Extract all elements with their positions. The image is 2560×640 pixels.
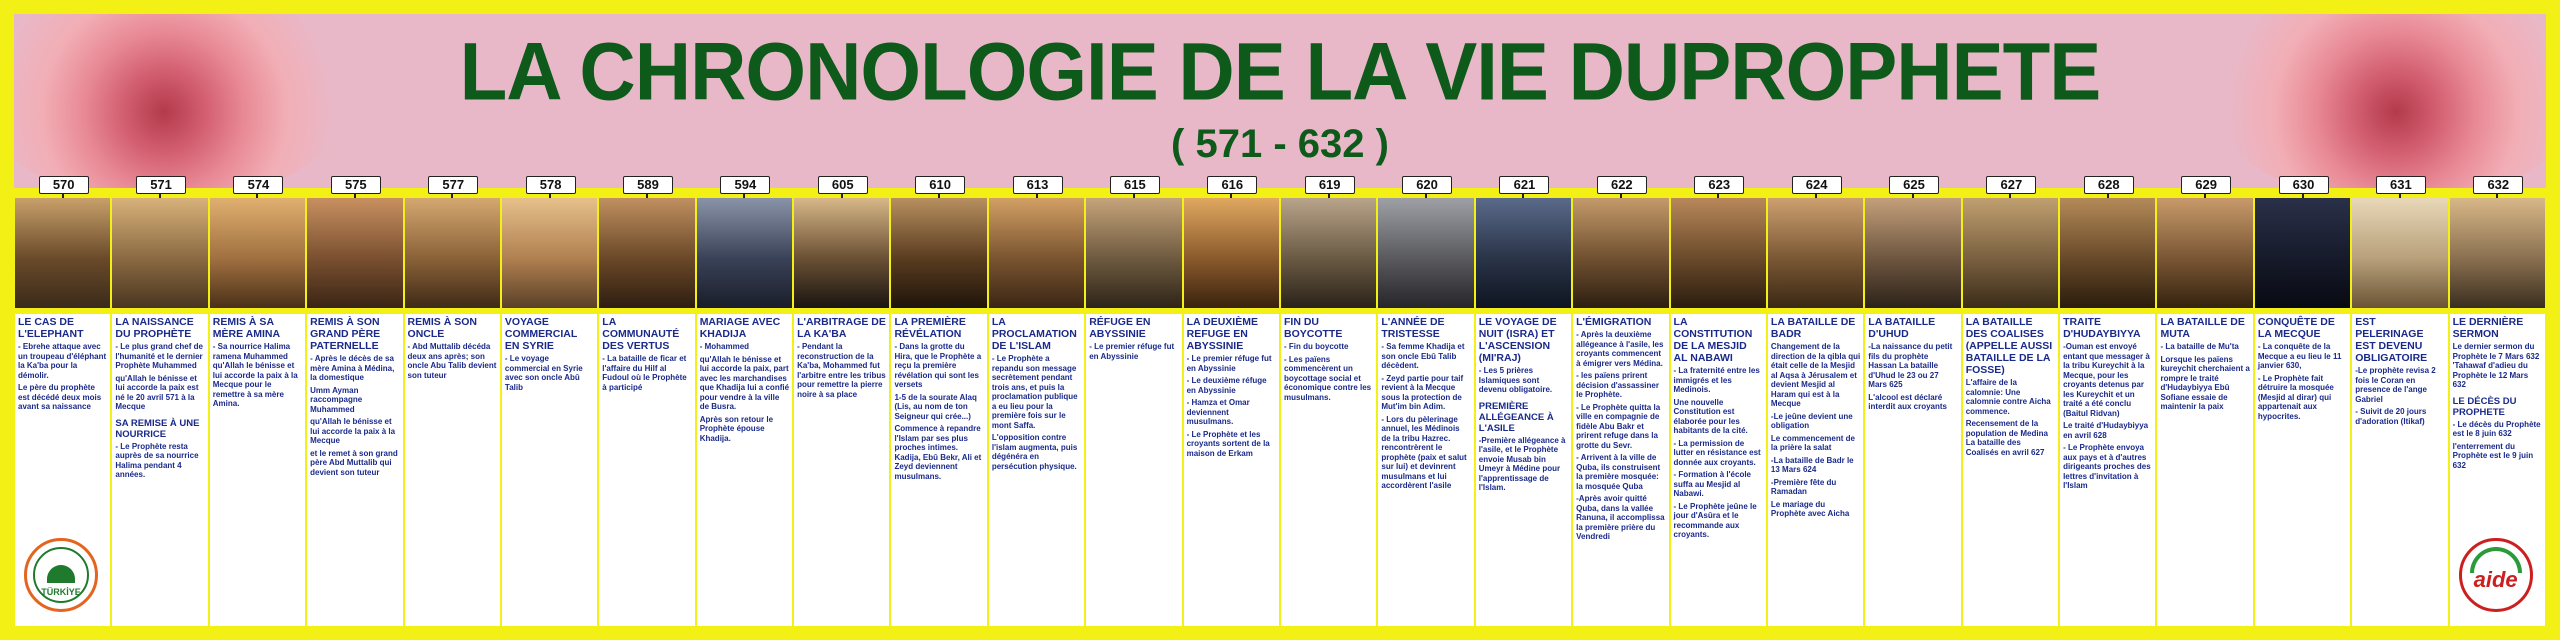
header-banner [14, 14, 2546, 188]
timeline-column [1183, 176, 1280, 626]
event-body-line: qu'Allah le bénisse et lui accorde la paix est né le 20 avril 571 à la Mecque [115, 373, 199, 411]
event-body-line: 1-5 de la sourate Alaq (Lis, au nom de ton Seigneur qui crée...) [894, 392, 977, 421]
page-title: LA CHRONOLOGIE DE LA VIE DUPROPHETE [459, 24, 2101, 118]
event-illustration [1671, 198, 1766, 308]
event-body-line: - Le Prophète envoya aux pays et à d'autres dirigeants proches des lettres d'invitation à l'Islam [2063, 443, 2151, 490]
event-title: LA CONSTITUTION DE LA MESJID AL NABAWI [1673, 316, 1753, 364]
year-label: 575 [331, 176, 381, 194]
year-label: 621 [1499, 176, 1549, 194]
event-illustration [1865, 198, 1960, 308]
event-body-line: - Le Prophète et les croyants sortent de la maison de Erkam [1186, 429, 1270, 458]
year-label: 610 [915, 176, 965, 194]
event-body [213, 342, 302, 409]
timeline-column [501, 176, 598, 626]
timeline-column [1962, 176, 2059, 626]
event-body-line: -Le prophète revisa 2 fois le Coran en presence de l'ange Gabriel [2355, 366, 2436, 404]
aide-logo [2459, 538, 2533, 612]
event-card [794, 314, 889, 626]
event-body [310, 354, 399, 477]
event-illustration [599, 198, 694, 308]
event-title: LA PREMIÈRE RÉVÉLATION [894, 316, 966, 340]
year-label: 632 [2473, 176, 2523, 194]
event-card [2352, 314, 2447, 626]
event-body-line: -Ouman est envoyé entant que messager à la tribu Kureychit à la Mecque, pour les croyants detenus par les Kureychit et un traité a été conclu (Baitul Ridvan) [2063, 342, 2150, 418]
event-card [2157, 314, 2252, 626]
event-body [2063, 342, 2152, 491]
event-body-line: L'affaire de la calomnie: Une calomnie contre Aicha commence. [1965, 378, 2051, 416]
event-body-line: - Le Prophète jeûne le jour d'Asûra et le recommande aux croyants. [1673, 501, 1757, 539]
event-body-line: - Ebrehe attaque avec un troupeau d'éléphant la Ka'ba pour la démolir. [18, 342, 107, 380]
timeline-column [2254, 176, 2351, 626]
timeline-column [404, 176, 501, 626]
year-label: 620 [1402, 176, 1452, 194]
timeline-column [111, 176, 208, 626]
event-illustration [697, 198, 792, 308]
event-illustration [1768, 198, 1863, 308]
event-body-line: Le père du prophète est décédé deux mois avant sa naissance [18, 383, 102, 411]
timeline-column [1767, 176, 1864, 626]
event-illustration [891, 198, 986, 308]
timeline-column [696, 176, 793, 626]
event-title: LA BATAILLE DE MUTA [2160, 316, 2245, 340]
timeline-row [14, 176, 2546, 626]
event-body-line: Recensement de la population de Medina La bataille des Coalisés en avril 627 [1965, 419, 2048, 457]
event-body-line: - Le Prophète fait détruire la mosquée (Mesjid al dirar) qui appartenait aux hypocrites. [2257, 373, 2334, 421]
event-illustration [794, 198, 889, 308]
event-body-line: qu'Allah le bénisse et lui accorde la paix, part avec les marchandises que Khadija lui a confié pour vendre à la ville de Busra. [699, 354, 790, 411]
timeline-column [1085, 176, 1182, 626]
event-body-line: -La bataille de Badr le 13 Mars 624 [1770, 455, 1854, 474]
event-subtitle: LE DÉCÈS DU PROPHETE [2452, 395, 2517, 418]
event-body-line: - Pendant la reconstruction de la Ka'ba, Mohammed fut l'arbitre entre les tribus pour remettre la pierre noire à sa place [797, 342, 886, 399]
event-body-line: - Le Prophète a repandu son message secrètement pendant trois ans, et puis la proclamation publique a eu lieu pour la première fois sur le mont Saffa. [991, 354, 1078, 430]
event-body [2160, 342, 2249, 412]
event-body-line: - Dans la grotte du Hira, que le Prophète a reçu la première révélation qui sont les versets [894, 342, 982, 389]
year-label: 616 [1207, 176, 1257, 194]
event-illustration [15, 198, 110, 308]
event-body [700, 342, 789, 443]
event-body [505, 354, 594, 392]
year-label: 605 [818, 176, 868, 194]
event-body [2453, 342, 2542, 390]
event-card [2060, 314, 2155, 626]
event-body-line: - Hamza et Omar deviennent musulmans. [1186, 398, 1250, 426]
event-title: L'ARBITRAGE DE LA KA'BA [797, 316, 886, 340]
event-body-line: et le remet à son grand père Abd Muttalib qui devient son tuteur [310, 448, 398, 477]
event-title: FIN DU BOYCOTTE [1284, 316, 1343, 340]
event-body-line: - Le premier réfuge fut en Abyssinie [1186, 354, 1272, 373]
event-illustration [2060, 198, 2155, 308]
event-body-line: - Sa nourrice Halima ramena Muhammed qu'Allah le bénisse et lui accorde la paix à la Mecque pour le remettre à sa mère Amina. [212, 342, 298, 408]
logo-text: aide [2473, 567, 2518, 592]
event-body-line: - Suivit de 20 jours d'adoration (Itikaf) [2355, 407, 2427, 426]
event-card [1281, 314, 1376, 626]
event-title: TRAITE D'HUDAYBIYYA [2063, 316, 2141, 340]
event-card [1184, 314, 1279, 626]
event-body-line: Le dernier sermon du Prophète le 7 Mars 632 'Tahawaf d'adieu du Prophète le 12 Mars 632 [2452, 342, 2540, 389]
year-label: 623 [1694, 176, 1744, 194]
event-illustration [1184, 198, 1279, 308]
year-label: 594 [720, 176, 770, 194]
event-body [1966, 378, 2055, 457]
event-illustration [307, 198, 402, 308]
event-card [1963, 314, 2058, 626]
event-body [18, 342, 107, 412]
event-body-line: - Lors du pèlerinage annuel, les Médinois de la tribu Hazrec. rencontrèrent le prophète (paix et salut sur lui) et devinrent musulmans et lui accordèrent l'asile [1381, 414, 1467, 490]
event-body [1576, 330, 1665, 542]
event-body [115, 342, 204, 412]
timeline-column [2156, 176, 2253, 626]
event-body-line: - Formation à l'école suffa au Mesjid al Nabawi. [1673, 470, 1752, 498]
year-label: 624 [1792, 176, 1842, 194]
event-illustration [112, 198, 207, 308]
timeline-column [306, 176, 403, 626]
page-subtitle: ( 571 - 632 ) [1171, 122, 1389, 166]
year-label: 589 [623, 176, 673, 194]
event-sub-body-line: - Le décès du Prophète est le 8 juin 632 [2452, 419, 2541, 438]
timeline-column [1377, 176, 1474, 626]
event-title: L'ÉMIGRATION [1576, 316, 1652, 328]
year-label: 577 [428, 176, 478, 194]
year-label: 578 [526, 176, 576, 194]
event-title: LA COMMUNAUTÉ DES VERTUS [602, 316, 680, 352]
event-title: LA DEUXIÈME REFUGE EN ABYSSINIE [1186, 316, 1258, 352]
event-title: EST PELERINAGE EST DEVENU OBLIGATOIRE [2355, 316, 2428, 364]
event-card [112, 314, 207, 626]
event-card [405, 314, 500, 626]
event-illustration [1476, 198, 1571, 308]
year-label: 619 [1305, 176, 1355, 194]
timeline-column [1670, 176, 1767, 626]
event-illustration [2450, 198, 2545, 308]
event-body-line: - La conquête de la Mecque a eu lieu le 11 janvier 630, [2257, 342, 2342, 370]
event-body-line: - Le plus grand chef de l'humanité et le dernier Prophète Muhammed [115, 342, 203, 370]
event-sub-body-line: l'enterrement du Prophète est le 9 juin 632 [2452, 441, 2534, 470]
event-body-line: Changement de la direction de la qibla qui était celle de la Mesjid al Aqsa à Jérusalem et devient Mesjid al Haram qui est à la Mecque [1770, 342, 1861, 408]
event-body-line: Le mariage du Prophète avec Aicha [1770, 499, 1850, 518]
event-title: LA BATAILLE DES COALISES (APPELLE AUSSI BATAILLE DE LA FOSSE) [1965, 316, 2053, 376]
timeline-column [1280, 176, 1377, 626]
event-body [2258, 342, 2347, 421]
diyanet-logo [24, 538, 98, 612]
event-card [1865, 314, 1960, 626]
event-illustration [405, 198, 500, 308]
event-card [1671, 314, 1766, 626]
event-illustration [1086, 198, 1181, 308]
timeline-column [793, 176, 890, 626]
timeline-column [2449, 176, 2546, 626]
event-illustration [2255, 198, 2350, 308]
year-label: 625 [1889, 176, 1939, 194]
event-title: LA BATAILLE DE BADR [1770, 316, 1856, 340]
event-card [210, 314, 305, 626]
event-body-line: - Zeyd partie pour taif revient à la Mecque sous la protection de Mut'im bin Adim. [1381, 373, 1464, 411]
event-illustration [1378, 198, 1473, 308]
event-body-line: -La naissance du petit fils du prophète Hassan La bataille d'Uhud le 23 ou 27 Mars 625 [1868, 342, 1953, 389]
event-sub-body [2453, 420, 2542, 471]
event-card [891, 314, 986, 626]
timeline-column [2059, 176, 2156, 626]
event-card [2255, 314, 2350, 626]
event-body [992, 354, 1081, 471]
event-card [1378, 314, 1473, 626]
event-title: LA NAISSANCE DU PROPHÈTE [115, 316, 194, 340]
event-title: LE DERNIÈRE SERMON [2452, 316, 2524, 340]
event-body [408, 342, 497, 380]
event-body-line: - Mohammed [699, 342, 750, 351]
event-body-line: Le traité d'Hudaybiyya en avril 628 [2063, 421, 2149, 440]
event-body-line: Après son retour le Prophète épouse Khadija. [699, 414, 774, 443]
event-title: REMIS À SON ONCLE [407, 316, 477, 340]
event-body-line: Commence à repandre l'Islam par ses plus proches intimes. Kadija, Ebû Bekr, Ali et Zeyd deviennent musulmans. [894, 424, 982, 481]
logo-text: TÜRKİYE [41, 587, 81, 597]
year-label: 631 [2376, 176, 2426, 194]
event-body-line: - Le voyage commercial en Syrie avec son oncle Abû Talib [504, 354, 583, 392]
event-card [1768, 314, 1863, 626]
event-title: LE CAS DE L'ELEPHANT [18, 316, 84, 340]
year-label: 622 [1597, 176, 1647, 194]
event-illustration [210, 198, 305, 308]
event-body-line: - Sa femme Khadija et son oncle Ebû Talib décèdent. [1381, 342, 1465, 370]
event-illustration [1281, 198, 1376, 308]
timeline-column [14, 176, 111, 626]
event-illustration [1963, 198, 2058, 308]
event-body-line: - La permission de lutter en résistance est donnée aux croyants. [1673, 438, 1761, 467]
event-sub-body [115, 442, 204, 480]
timeline-column [890, 176, 987, 626]
event-body [894, 342, 983, 481]
event-card [599, 314, 694, 626]
year-label: 630 [2279, 176, 2329, 194]
event-title: LA PROCLAMATION DE L'ISLAM [991, 316, 1077, 352]
event-body-line: - Le deuxième réfuge en Abyssinie [1186, 376, 1267, 395]
event-sub-body [1479, 436, 1568, 493]
timeline-column [598, 176, 695, 626]
event-title: REMIS À SON GRAND PÈRE PATERNELLE [310, 316, 381, 352]
event-title: LE VOYAGE DE NUIT (ISRA) ET L'ASCENSION (MI'RAJ) [1478, 316, 1557, 364]
event-body-line: - La bataille de Mu'ta [2160, 342, 2239, 351]
event-body [1674, 366, 1763, 540]
year-label: 571 [136, 176, 186, 194]
event-illustration [989, 198, 1084, 308]
event-title: RÉFUGE EN ABYSSINIE [1089, 316, 1151, 340]
event-body-line: - Les païens commencèrent un boycottage social et économique contre les musulmans. [1284, 354, 1372, 402]
event-body-line: -Première fête du Ramadan [1770, 477, 1837, 496]
event-body-line: - Fin du boycotte [1284, 342, 1349, 351]
event-body-line: Umm Ayman raccompagne Muhammed [310, 385, 363, 414]
event-subtitle: PREMIÈRE ALLÉGEANCE À L'ASILE [1478, 400, 1554, 434]
event-body-line: Lorsque les païens kureychit cherchaient a rompre le traité d'Hudaybiyya Ebû Sofiane essaie de maintenir la paix [2160, 354, 2250, 411]
year-label: 570 [39, 176, 89, 194]
year-label: 615 [1110, 176, 1160, 194]
event-body-line: - Le Prophète quitta la ville en compagnie de fidèle Abu Bakr et prirent refuge dans la grotte du Sevr. [1576, 402, 1661, 450]
event-card [1573, 314, 1668, 626]
event-card [502, 314, 597, 626]
timeline-column [1864, 176, 1961, 626]
event-body [1771, 342, 1860, 519]
event-title: LA BATAILLE D'UHUD [1868, 316, 1936, 340]
event-title: CONQUÊTE DE LA MECQUE [2257, 316, 2335, 340]
event-title: L'ANNÉE DE TRISTESSE [1381, 316, 1445, 340]
event-title: VOYAGE COMMERCIAL EN SYRIE [504, 316, 578, 352]
event-body [1381, 342, 1470, 491]
event-sub-body-line: -Première allégeance à l'asile, et le Prophète envoie Musab bin Umeyr à Médine pour l'apprentissage de l'Islam. [1478, 435, 1566, 492]
event-body-line: - La fraternité entre les immigrés et les Medinois. [1673, 366, 1760, 394]
event-body-line: - Après la deuxième allégeance à l'asile, les croyants commencent à émigrer vers Médina. [1576, 330, 1664, 368]
year-label: 574 [233, 176, 283, 194]
event-body-line: - les païens prirent décision d'assassiner le Prophète. [1576, 371, 1659, 399]
event-illustration [2157, 198, 2252, 308]
event-body-line: Le commencement de la prière la salat [1770, 433, 1855, 452]
event-card [1476, 314, 1571, 626]
event-body-line: L'opposition contre l'islam augmenta, puis dégénéra en persécution physique. [991, 433, 1078, 471]
event-illustration [1573, 198, 1668, 308]
event-body-line: - Après le décès de sa mère Amina à Médina, la domestique [310, 354, 395, 382]
event-title: MARIAGE AVEC KHADIJA [699, 316, 781, 340]
event-body [1187, 354, 1276, 458]
year-label: 628 [2084, 176, 2134, 194]
timeline-column [2351, 176, 2448, 626]
event-illustration [502, 198, 597, 308]
event-body-line: L'alcool est déclaré interdit aux croyants [1868, 392, 1947, 411]
event-body-line: -Après avoir quitté Quba, dans la vallée Ranuna, il accomplissa la première prière du Vendredi [1576, 494, 1665, 541]
event-body-line: Une nouvelle Constitution est élaborée pour les habitants de la cité. [1673, 397, 1748, 435]
year-label: 627 [1986, 176, 2036, 194]
event-card [307, 314, 402, 626]
event-card [1086, 314, 1181, 626]
timeline-column [209, 176, 306, 626]
event-subtitle: SA REMISE À UNE NOURRICE [115, 417, 200, 440]
timeline-column [1475, 176, 1572, 626]
event-card [989, 314, 1084, 626]
event-card [697, 314, 792, 626]
event-illustration [2352, 198, 2447, 308]
year-label: 629 [2181, 176, 2231, 194]
event-sub-body-line: - Le Prophète resta auprès de sa nourrice Halima pendant 4 années. [115, 441, 199, 479]
event-body-line: qu'Allah le bénisse et lui accorde la paix à la Mecque [310, 417, 396, 445]
event-title: REMIS À SA MÈRE AMINA [212, 316, 281, 340]
event-body [797, 342, 886, 399]
event-body [1479, 366, 1568, 395]
event-body-line: - Abd Muttalib décéda deux ans après; son oncle Abu Talib devient son tuteur [407, 342, 497, 380]
event-body-line: - La bataille de ficar et l'affaire du Hilf al Fudoul où le Prophète à participé [602, 354, 687, 392]
event-body-line: - Les 5 prières Islamiques sont devenu obligatoire. [1478, 366, 1553, 394]
year-label: 613 [1013, 176, 1063, 194]
event-body [1089, 342, 1178, 361]
event-body-line: - Le premier réfuge fut en Abyssinie [1089, 342, 1175, 361]
event-body [1868, 342, 1957, 412]
event-body [602, 354, 691, 392]
event-body-line: - Arrivent à la ville de Quba, ils construisent la première mosquée: la mosquée Quba [1576, 453, 1661, 491]
event-body [1284, 342, 1373, 402]
event-body-line: -Le jeûne devient une obligation [1770, 411, 1853, 430]
event-body [2355, 366, 2444, 426]
timeline-column [988, 176, 1085, 626]
timeline-column [1572, 176, 1669, 626]
